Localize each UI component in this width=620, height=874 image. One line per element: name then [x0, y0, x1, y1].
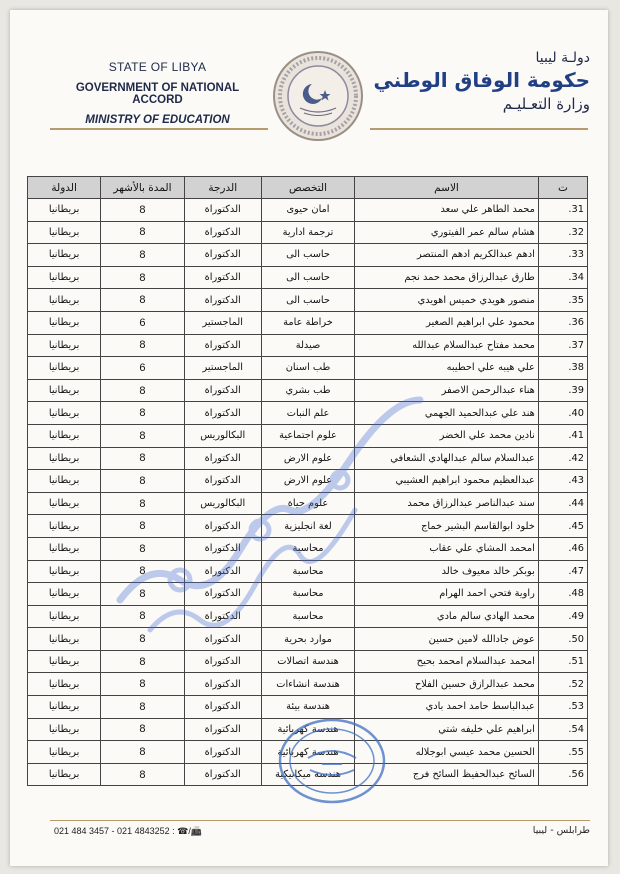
row-degree: الدكتوراة	[184, 199, 261, 222]
table-row	[28, 266, 588, 289]
row-name: عبدالسلام سالم عبدالهادي الشعافي	[355, 447, 539, 470]
header-country: الدولة	[28, 177, 101, 199]
row-name: السائح عبدالحفيظ السائح فرج	[355, 763, 539, 786]
row-country: بريطانيا	[28, 357, 101, 380]
row-number: 44.	[538, 492, 587, 515]
row-degree: الدكتوراة	[184, 334, 261, 357]
row-name: الحسين محمد عيسي ابوجلاله	[355, 741, 539, 764]
row-number: 49.	[538, 605, 587, 628]
row-duration: 8	[101, 650, 184, 673]
row-duration: 8	[101, 470, 184, 493]
row-specialization: هندسة كهربائية	[261, 718, 354, 741]
header-government: GOVERNMENT OF NATIONAL ACCORD	[75, 82, 240, 106]
row-number: 54.	[538, 718, 587, 741]
row-degree: الماجستير	[184, 311, 261, 334]
footer-city: طرابلس - ليبيا	[532, 825, 590, 836]
row-number: 39.	[538, 379, 587, 402]
row-specialization: هندسة بيئة	[261, 696, 354, 719]
row-degree: الدكتوراة	[184, 402, 261, 425]
row-name: محمد الطاهر علي سعد	[355, 199, 539, 222]
row-country: بريطانيا	[28, 199, 101, 222]
header-ar-ministry: وزارة التعـليـم	[502, 95, 590, 113]
row-number: 55.	[538, 741, 587, 764]
row-duration: 8	[101, 515, 184, 538]
row-country: بريطانيا	[28, 221, 101, 244]
row-duration: 8	[101, 718, 184, 741]
row-name: محمد مفتاح عبدالسلام عبدالله	[355, 334, 539, 357]
row-number: 33.	[538, 244, 587, 267]
row-degree: الدكتوراة	[184, 696, 261, 719]
row-name: محمود علي ابراهيم الصغير	[355, 311, 539, 334]
table-row	[28, 311, 588, 334]
row-name: ابراهيم علي خليفه شتي	[355, 718, 539, 741]
row-degree: الدكتوراة	[184, 470, 261, 493]
row-specialization: علوم اجتماعية	[261, 424, 354, 447]
row-duration: 8	[101, 741, 184, 764]
row-country: بريطانيا	[28, 515, 101, 538]
row-name: نادين محمد علي الخضر	[355, 424, 539, 447]
row-specialization: محاسبة	[261, 537, 354, 560]
row-name: محمد عبدالرازق حسين الفلاح	[355, 673, 539, 696]
row-duration: 8	[101, 221, 184, 244]
row-specialization: علم النبات	[261, 402, 354, 425]
row-name: منصور هويدي خميس اهويدي	[355, 289, 539, 312]
official-stamp-icon	[278, 718, 386, 804]
row-specialization: موارد بحرية	[261, 628, 354, 651]
row-name: علي هيبه علي احطيبه	[355, 357, 539, 380]
table-row	[28, 673, 588, 696]
header-num: ت	[538, 177, 587, 199]
row-country: بريطانيا	[28, 696, 101, 719]
row-duration: 8	[101, 628, 184, 651]
row-duration: 8	[101, 402, 184, 425]
row-duration: 8	[101, 673, 184, 696]
row-duration: 8	[101, 696, 184, 719]
row-specialization: محاسبة	[261, 560, 354, 583]
header-name: الاسم	[355, 177, 539, 199]
row-name: هند علي عبدالحميد الجهمي	[355, 402, 539, 425]
table-row	[28, 628, 588, 651]
row-degree: الدكتوراة	[184, 221, 261, 244]
row-specialization: خراطة عامة	[261, 311, 354, 334]
row-degree: الدكتوراة	[184, 741, 261, 764]
header-arabic	[372, 50, 590, 113]
row-specialization: حاسب الى	[261, 244, 354, 267]
table-row	[28, 289, 588, 312]
row-number: 41.	[538, 424, 587, 447]
row-number: 50.	[538, 628, 587, 651]
row-name: هشام سالم عمر الفيتوري	[355, 221, 539, 244]
row-number: 47.	[538, 560, 587, 583]
table-row	[28, 515, 588, 538]
row-name: عبدالعظيم محمود ابراهيم العشيبي	[355, 470, 539, 493]
scholarship-table	[27, 176, 588, 786]
row-specialization: حاسب الى	[261, 289, 354, 312]
row-name: امحمد عبدالسلام امحمد بحيح	[355, 650, 539, 673]
row-specialization: حاسب الى	[261, 266, 354, 289]
table-row	[28, 696, 588, 719]
row-duration: 8	[101, 560, 184, 583]
row-country: بريطانيا	[28, 741, 101, 764]
header-specialization: التخصص	[261, 177, 354, 199]
row-duration: 8	[101, 424, 184, 447]
row-specialization: علوم الارض	[261, 447, 354, 470]
row-degree: الدكتوراة	[184, 379, 261, 402]
row-country: بريطانيا	[28, 334, 101, 357]
table-row	[28, 402, 588, 425]
row-name: هناء عبدالرحمن الاصفر	[355, 379, 539, 402]
row-degree: الدكتوراة	[184, 515, 261, 538]
header-degree: الدرجة	[184, 177, 261, 199]
row-country: بريطانيا	[28, 718, 101, 741]
table-row	[28, 583, 588, 606]
footer-phone: 021 484 3457 - 021 4843252 : ☎/📠	[54, 826, 203, 836]
table-row	[28, 221, 588, 244]
row-degree: الدكتوراة	[184, 718, 261, 741]
table-row	[28, 650, 588, 673]
row-duration: 8	[101, 605, 184, 628]
table-row	[28, 537, 588, 560]
row-specialization: محاسبة	[261, 583, 354, 606]
row-degree: الدكتوراة	[184, 763, 261, 786]
row-duration: 8	[101, 244, 184, 267]
row-degree: الدكتوراة	[184, 583, 261, 606]
row-number: 46.	[538, 537, 587, 560]
row-number: 56.	[538, 763, 587, 786]
row-degree: الدكتوراة	[184, 447, 261, 470]
row-specialization: ترجمة ادارية	[261, 221, 354, 244]
row-specialization: لغة انجليزية	[261, 515, 354, 538]
row-country: بريطانيا	[28, 537, 101, 560]
row-number: 52.	[538, 673, 587, 696]
row-specialization: امان حيوى	[261, 199, 354, 222]
row-number: 32.	[538, 221, 587, 244]
table-body	[28, 199, 588, 786]
row-specialization: طب بشري	[261, 379, 354, 402]
row-name: محمد الهادي سالم مادي	[355, 605, 539, 628]
header-divider-left	[50, 128, 268, 130]
row-number: 31.	[538, 199, 587, 222]
row-name: سند عبدالناصر عبدالرزاق محمد	[355, 492, 539, 515]
row-specialization: هندسة كهربائية	[261, 741, 354, 764]
table-row	[28, 244, 588, 267]
row-country: بريطانيا	[28, 650, 101, 673]
row-degree: الدكتوراة	[184, 650, 261, 673]
row-specialization: طب اسنان	[261, 357, 354, 380]
row-duration: 8	[101, 289, 184, 312]
row-country: بريطانيا	[28, 447, 101, 470]
row-country: بريطانيا	[28, 560, 101, 583]
row-number: 35.	[538, 289, 587, 312]
row-country: بريطانيا	[28, 763, 101, 786]
table-row	[28, 334, 588, 357]
row-specialization: هندسة ميكانيكية	[261, 763, 354, 786]
row-country: بريطانيا	[28, 628, 101, 651]
row-name: طارق عبدالرزاق محمد حمد نجم	[355, 266, 539, 289]
row-name: عبدالباسط حامد احمد بادي	[355, 696, 539, 719]
header-english	[50, 60, 265, 126]
table-row	[28, 560, 588, 583]
row-degree: الدكتوراة	[184, 560, 261, 583]
header-ministry: MINISTRY OF EDUCATION	[85, 114, 230, 126]
row-country: بريطانيا	[28, 244, 101, 267]
row-country: بريطانيا	[28, 470, 101, 493]
row-country: بريطانيا	[28, 266, 101, 289]
table-row	[28, 470, 588, 493]
row-number: 51.	[538, 650, 587, 673]
table-row	[28, 605, 588, 628]
row-country: بريطانيا	[28, 289, 101, 312]
table-header-row	[28, 177, 588, 199]
table-row	[28, 447, 588, 470]
row-number: 53.	[538, 696, 587, 719]
row-duration: 6	[101, 357, 184, 380]
row-name: بوبكر خالد معيوف خالد	[355, 560, 539, 583]
row-degree: الدكتوراة	[184, 289, 261, 312]
row-degree: الدكتوراة	[184, 244, 261, 267]
row-duration: 8	[101, 447, 184, 470]
footer-divider	[50, 820, 590, 821]
row-name: ادهم عبدالكريم ادهم المنتصر	[355, 244, 539, 267]
row-number: 38.	[538, 357, 587, 380]
row-specialization: محاسبة	[261, 605, 354, 628]
row-country: بريطانيا	[28, 583, 101, 606]
ministry-seal-icon	[272, 50, 364, 142]
row-duration: 6	[101, 311, 184, 334]
row-degree: البكالوريس	[184, 492, 261, 515]
header-ar-government: حكومة الوفاق الوطني	[373, 68, 590, 92]
row-specialization: صيدلة	[261, 334, 354, 357]
row-country: بريطانيا	[28, 311, 101, 334]
row-country: بريطانيا	[28, 402, 101, 425]
row-duration: 8	[101, 537, 184, 560]
header-divider-right	[370, 128, 588, 130]
row-number: 42.	[538, 447, 587, 470]
row-degree: الماجستير	[184, 357, 261, 380]
row-duration: 8	[101, 492, 184, 515]
row-name: خلود ابوالقاسم البشير خماج	[355, 515, 539, 538]
row-country: بريطانيا	[28, 379, 101, 402]
row-number: 40.	[538, 402, 587, 425]
table-row	[28, 199, 588, 222]
row-number: 43.	[538, 470, 587, 493]
row-specialization: علوم حياة	[261, 492, 354, 515]
row-degree: الدكتوراة	[184, 673, 261, 696]
row-duration: 8	[101, 266, 184, 289]
row-number: 36.	[538, 311, 587, 334]
row-degree: الدكتوراة	[184, 266, 261, 289]
row-specialization: علوم الارض	[261, 470, 354, 493]
row-degree: البكالوريس	[184, 424, 261, 447]
row-country: بريطانيا	[28, 605, 101, 628]
table-row	[28, 379, 588, 402]
table-row	[28, 424, 588, 447]
row-degree: الدكتوراة	[184, 605, 261, 628]
row-number: 37.	[538, 334, 587, 357]
row-degree: الدكتوراة	[184, 628, 261, 651]
header-state: STATE OF LIBYA	[108, 60, 207, 74]
row-name: راوية فتحي احمد الهرام	[355, 583, 539, 606]
row-name: عوض جادالله لامين حسين	[355, 628, 539, 651]
row-number: 45.	[538, 515, 587, 538]
row-duration: 8	[101, 583, 184, 606]
row-duration: 8	[101, 379, 184, 402]
row-country: بريطانيا	[28, 492, 101, 515]
row-specialization: هندسة اتصالات	[261, 650, 354, 673]
header-duration: المدة بالأشهر	[101, 177, 184, 199]
table-row	[28, 492, 588, 515]
row-number: 34.	[538, 266, 587, 289]
row-duration: 8	[101, 763, 184, 786]
row-number: 48.	[538, 583, 587, 606]
table-row	[28, 357, 588, 380]
row-duration: 8	[101, 334, 184, 357]
row-country: بريطانيا	[28, 424, 101, 447]
row-degree: الدكتوراة	[184, 537, 261, 560]
row-country: بريطانيا	[28, 673, 101, 696]
row-duration: 8	[101, 199, 184, 222]
row-name: امحمد المشاي علي عقاب	[355, 537, 539, 560]
row-specialization: هندسة انشاءات	[261, 673, 354, 696]
header-ar-state: دولـة ليبيا	[535, 50, 590, 66]
